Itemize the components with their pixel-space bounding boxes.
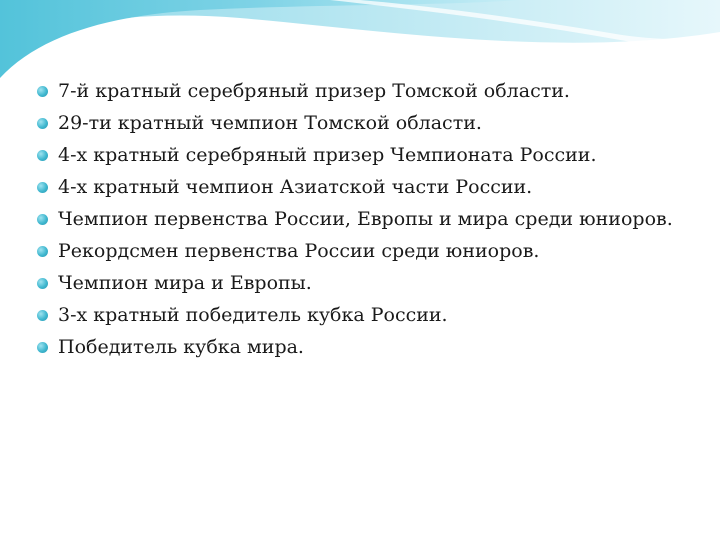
bullet-dot-icon (37, 182, 48, 193)
bullet-dot-icon (37, 214, 48, 225)
list-item (36, 173, 676, 202)
list-item-text: 3-х кратный победитель кубка России. (58, 304, 448, 326)
list-item-text: Чемпион мира и Европы. (58, 272, 312, 294)
list-item-text: 7-й кратный серебряный призер Томской области. (58, 80, 570, 102)
achievements-list (36, 77, 676, 365)
list-item (36, 109, 676, 138)
bullet-dot-icon (37, 118, 48, 129)
list-item-text: Рекордсмен первенства России среди юниоров. (58, 240, 540, 262)
list-item (36, 205, 676, 234)
list-item (36, 269, 676, 298)
list-item-text: Победитель кубка мира. (58, 336, 304, 358)
bullet-dot-icon (37, 246, 48, 257)
list-item (36, 141, 676, 170)
bullet-dot-icon (37, 310, 48, 321)
list-item (36, 333, 676, 362)
bullet-dot-icon (37, 278, 48, 289)
top-wave-decoration (0, 0, 720, 80)
list-item-text: 29-ти кратный чемпион Томской области. (58, 112, 482, 134)
bullet-dot-icon (37, 86, 48, 97)
list-item (36, 77, 676, 106)
list-item (36, 237, 676, 266)
list-item (36, 301, 676, 330)
bullet-dot-icon (37, 342, 48, 353)
bullet-dot-icon (37, 150, 48, 161)
list-item-text: 4-х кратный чемпион Азиатской части России. (58, 176, 533, 198)
list-item-text: 4-х кратный серебряный призер Чемпионата России. (58, 144, 597, 166)
list-item-text: Чемпион первенства России, Европы и мира среди юниоров. (58, 208, 673, 230)
